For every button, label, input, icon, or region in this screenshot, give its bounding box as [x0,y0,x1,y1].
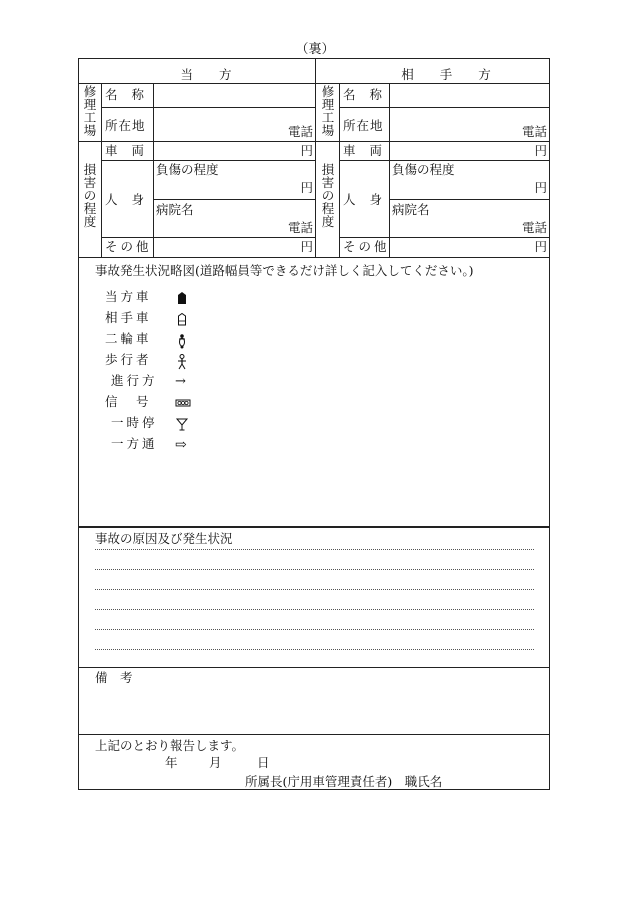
report-month: 月 [209,755,222,770]
repair-shop-label-self: 修理工場 [83,84,97,138]
legend-row [105,287,189,305]
other-yen-self: 円 [300,239,313,254]
injury-label-self: 負傷の程度 [156,162,219,177]
cause-line [95,549,534,550]
other-label-self: その他 [105,239,152,254]
hospital-phone-self: 電話 [287,220,313,235]
cause-line [95,589,534,590]
cause-line [95,569,534,570]
injury-label-other: 負傷の程度 [392,162,455,177]
cause-line [95,649,534,650]
header-other: 相手方 [401,67,517,82]
legend-row [105,392,189,410]
accident-report-form [78,58,550,790]
cause-line [95,609,534,610]
legend-label: 相手車 [105,310,152,325]
repair-phone-label-other: 電話 [521,124,547,139]
damage-label-self: 損害の程度 [83,162,97,229]
other-yen-other: 円 [534,239,547,254]
report-year: 年 [165,755,178,770]
report-signature: 所属長(庁用車管理責任者) 職氏名 [245,774,443,789]
cause-line [95,629,534,630]
motorcycle-icon [175,333,189,347]
other-vehicle-icon [175,312,189,326]
legend-label: 二輪車 [105,331,152,346]
vehicle-yen-other: 円 [534,143,547,158]
vehicle-label-self: 車両 [105,143,159,158]
legend-label: 歩行者 [105,352,152,367]
legend-row [105,350,189,368]
repair-phone-label-self: 電話 [287,124,313,139]
sketch-title: 事故発生状況略図(道路幅員等できるだけ詳しく記入してください。) [95,263,474,278]
report-statement: 上記のとおり報告します。 [95,738,245,753]
legend-label: 信 号 [105,394,152,409]
legend-row [105,413,189,431]
legend-row [105,434,189,452]
header-self: 当方 [180,67,258,82]
direction-arrow-icon: → [174,373,186,389]
legend-label: 当方車 [105,289,152,304]
vehicle-label-other: 車両 [343,143,397,158]
own-vehicle-icon [175,291,189,305]
hospital-phone-other: 電話 [521,220,547,235]
person-label-self: 人身 [105,192,159,207]
other-label-other: その他 [343,239,390,254]
repair-address-label-other: 所在地 [343,118,384,133]
injury-yen-other: 円 [534,180,547,195]
legend-row [105,329,189,347]
repair-name-label-self: 名称 [105,87,159,102]
page-title: （裏） [295,42,335,57]
legend-label: 一方通 [111,436,158,451]
legend-label: 進行方 [111,373,158,388]
vehicle-yen-self: 円 [300,143,313,158]
one-way-arrow-icon: ⇨ [174,436,187,453]
remarks-title: 備 考 [95,670,133,685]
traffic-signal-icon [175,396,189,410]
repair-shop-label-other: 修理工場 [321,84,335,138]
cause-title: 事故の原因及び発生状況 [95,531,233,546]
hospital-label-self: 病院名 [156,202,194,217]
hospital-label-other: 病院名 [392,202,430,217]
repair-name-label-other: 名称 [343,87,397,102]
legend-row [105,308,189,326]
damage-label-other: 損害の程度 [321,162,335,229]
repair-address-label-self: 所在地 [105,118,146,133]
legend-row [105,371,189,389]
person-label-other: 人身 [343,192,397,207]
injury-yen-self: 円 [300,180,313,195]
stop-sign-icon [175,417,189,431]
legend-label: 一時停 [111,415,158,430]
report-day: 日 [257,755,270,770]
pedestrian-icon [175,354,189,368]
